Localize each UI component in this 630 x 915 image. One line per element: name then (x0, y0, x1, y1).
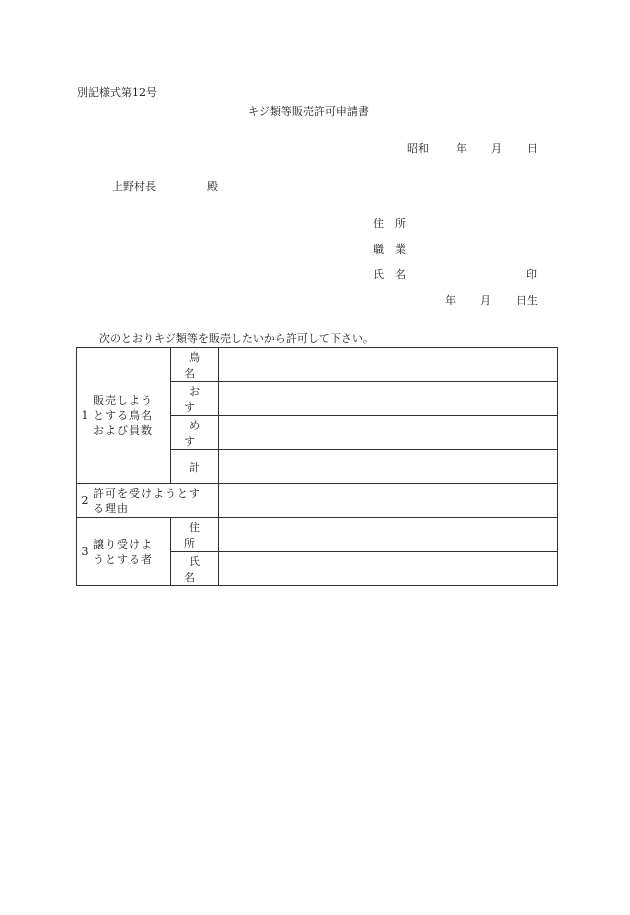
transferee-name-label: 氏 名 (171, 552, 219, 586)
row3-heading: 譲り受けよ うとする者 (93, 537, 153, 566)
bird-name-field[interactable] (219, 348, 558, 382)
applicant-name-label: 氏 名 (373, 268, 406, 281)
female-count-field[interactable] (219, 416, 558, 450)
transferee-address-field[interactable] (219, 518, 558, 552)
row2-heading-cell (77, 484, 219, 518)
seal-mark: 印 (526, 268, 537, 281)
row1-number: 1 (81, 409, 89, 422)
reason-field[interactable] (219, 484, 558, 518)
row1-heading: 販売しよう とする鳥名 および員数 (93, 394, 153, 437)
row3-heading-cell (77, 518, 171, 586)
birth-year-unit: 年 (445, 294, 456, 307)
transferee-address-label: 住 所 (171, 518, 219, 552)
male-count-field[interactable] (219, 382, 558, 416)
date-era: 昭和 (407, 142, 429, 155)
application-table (76, 347, 558, 586)
request-text: 次のとおりキジ類等を販売したいから許可して下さい。 (99, 332, 374, 345)
date-year-unit: 年 (456, 142, 467, 155)
total-label: 計 (171, 450, 219, 484)
date-month-unit: 月 (491, 142, 502, 155)
birth-day-unit: 日生 (516, 294, 538, 307)
addressee-honorific: 殿 (207, 180, 218, 193)
row2-number: 2 (81, 494, 89, 507)
applicant-address-label: 住 所 (373, 217, 406, 230)
document-title: キジ類等販売許可申請書 (248, 105, 369, 118)
row3-number: 3 (81, 545, 89, 558)
row1-heading-cell (77, 348, 171, 484)
birth-month-unit: 月 (480, 294, 491, 307)
row2-heading: 許可を受けようとす る理由 (93, 486, 201, 515)
form-number: 別記様式第12号 (77, 86, 157, 99)
total-count-field[interactable] (219, 450, 558, 484)
addressee-name: 上野村長 (112, 180, 156, 193)
bird-name-row (77, 348, 558, 382)
transferee-name-field[interactable] (219, 552, 558, 586)
male-label: お す (171, 382, 219, 416)
transferee-address-row (77, 518, 558, 552)
date-day-unit: 日 (527, 142, 538, 155)
female-label: め す (171, 416, 219, 450)
applicant-occupation-label: 職 業 (373, 243, 406, 256)
bird-name-label: 鳥 名 (171, 348, 219, 382)
reason-row (77, 484, 558, 518)
